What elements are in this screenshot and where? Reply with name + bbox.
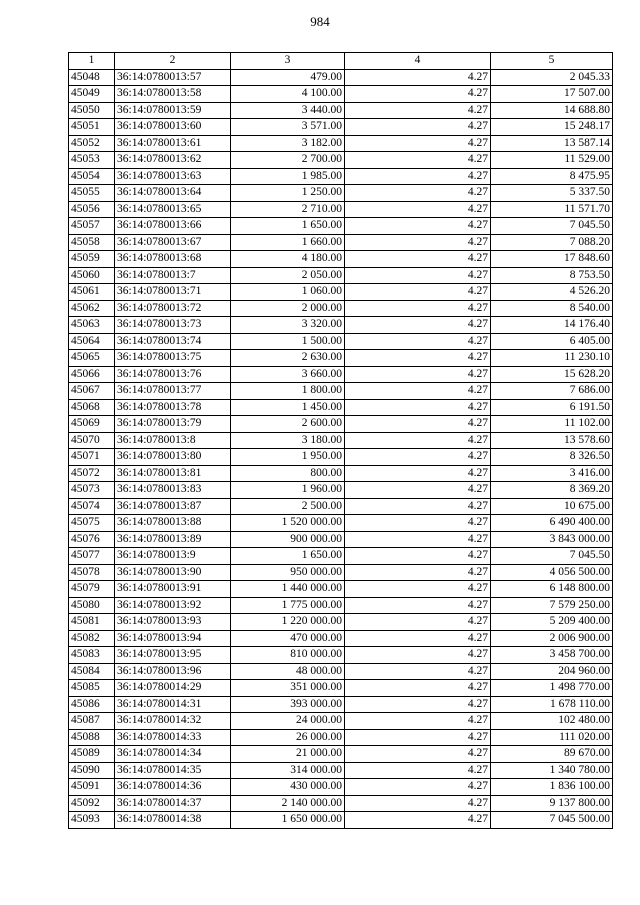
- area-value: 21 000.00: [231, 746, 345, 763]
- rate-value: 4.27: [345, 564, 491, 581]
- area-value: 810 000.00: [231, 647, 345, 664]
- table-row: [69, 564, 613, 581]
- total-value: 6 490 400.00: [491, 515, 613, 532]
- total-value: 6 148 800.00: [491, 581, 613, 598]
- table-row: [69, 548, 613, 565]
- total-value: 9 137 800.00: [491, 795, 613, 812]
- table-row: [69, 366, 613, 383]
- rate-value: 4.27: [345, 267, 491, 284]
- table-row: [69, 449, 613, 466]
- area-value: 1 450.00: [231, 399, 345, 416]
- row-number: 45063: [69, 317, 115, 334]
- total-value: 6 405.00: [491, 333, 613, 350]
- table-row: [69, 152, 613, 169]
- cadastral-number: 36:14:0780013:87: [115, 498, 231, 515]
- total-value: 3 458 700.00: [491, 647, 613, 664]
- table-row: [69, 267, 613, 284]
- total-value: 7 045.50: [491, 548, 613, 565]
- table-row: [69, 432, 613, 449]
- row-number: 45087: [69, 713, 115, 730]
- table-row: [69, 779, 613, 796]
- rate-value: 4.27: [345, 317, 491, 334]
- total-value: 1 498 770.00: [491, 680, 613, 697]
- row-number: 45055: [69, 185, 115, 202]
- total-value: 17 848.60: [491, 251, 613, 268]
- rate-value: 4.27: [345, 482, 491, 499]
- row-number: 45064: [69, 333, 115, 350]
- total-value: 4 056 500.00: [491, 564, 613, 581]
- row-number: 45048: [69, 69, 115, 86]
- cadastral-number: 36:14:0780013:71: [115, 284, 231, 301]
- area-value: 900 000.00: [231, 531, 345, 548]
- cadastral-number: 36:14:0780013:78: [115, 399, 231, 416]
- cadastral-number: 36:14:0780013:75: [115, 350, 231, 367]
- rate-value: 4.27: [345, 515, 491, 532]
- cadastral-number: 36:14:0780014:34: [115, 746, 231, 763]
- rate-value: 4.27: [345, 350, 491, 367]
- row-number: 45085: [69, 680, 115, 697]
- area-value: 2 700.00: [231, 152, 345, 169]
- area-value: 1 950.00: [231, 449, 345, 466]
- total-value: 10 675.00: [491, 498, 613, 515]
- table-row: [69, 201, 613, 218]
- table-row: [69, 135, 613, 152]
- cadastral-number: 36:14:0780013:89: [115, 531, 231, 548]
- row-number: 45073: [69, 482, 115, 499]
- cadastral-number: 36:14:0780013:96: [115, 663, 231, 680]
- table-row: [69, 284, 613, 301]
- total-value: 13 578.60: [491, 432, 613, 449]
- rate-value: 4.27: [345, 102, 491, 119]
- cadastral-number: 36:14:0780014:32: [115, 713, 231, 730]
- row-number: 45091: [69, 779, 115, 796]
- area-value: 479.00: [231, 69, 345, 86]
- table-row: [69, 383, 613, 400]
- total-value: 3 416.00: [491, 465, 613, 482]
- total-value: 8 753.50: [491, 267, 613, 284]
- area-value: 2 600.00: [231, 416, 345, 433]
- total-value: 11 571.70: [491, 201, 613, 218]
- table-row: [69, 680, 613, 697]
- cadastral-number: 36:14:0780013:63: [115, 168, 231, 185]
- rate-value: 4.27: [345, 135, 491, 152]
- area-value: 3 182.00: [231, 135, 345, 152]
- cadastral-number: 36:14:0780013:7: [115, 267, 231, 284]
- rate-value: 4.27: [345, 168, 491, 185]
- table-row: [69, 317, 613, 334]
- rate-value: 4.27: [345, 597, 491, 614]
- area-value: 3 571.00: [231, 119, 345, 136]
- table-body: [69, 69, 613, 828]
- total-value: 4 526.20: [491, 284, 613, 301]
- rate-value: 4.27: [345, 581, 491, 598]
- cadastral-number: 36:14:0780014:36: [115, 779, 231, 796]
- column-header-5: 5: [491, 53, 613, 70]
- total-value: 8 540.00: [491, 300, 613, 317]
- cadastral-number: 36:14:0780013:79: [115, 416, 231, 433]
- row-number: 45083: [69, 647, 115, 664]
- total-value: 14 176.40: [491, 317, 613, 334]
- rate-value: 4.27: [345, 399, 491, 416]
- area-value: 24 000.00: [231, 713, 345, 730]
- cadastral-number: 36:14:0780014:29: [115, 680, 231, 697]
- row-number: 45056: [69, 201, 115, 218]
- rate-value: 4.27: [345, 729, 491, 746]
- column-header-2: 2: [115, 53, 231, 70]
- row-number: 45078: [69, 564, 115, 581]
- area-value: 1 440 000.00: [231, 581, 345, 598]
- total-value: 89 670.00: [491, 746, 613, 763]
- cadastral-number: 36:14:0780013:80: [115, 449, 231, 466]
- total-value: 102 480.00: [491, 713, 613, 730]
- row-number: 45052: [69, 135, 115, 152]
- rate-value: 4.27: [345, 680, 491, 697]
- area-value: 1 775 000.00: [231, 597, 345, 614]
- rate-value: 4.27: [345, 152, 491, 169]
- area-value: 2 000.00: [231, 300, 345, 317]
- table-row: [69, 713, 613, 730]
- rate-value: 4.27: [345, 647, 491, 664]
- table-row: [69, 416, 613, 433]
- table-row: [69, 663, 613, 680]
- row-number: 45072: [69, 465, 115, 482]
- total-value: 11 230.10: [491, 350, 613, 367]
- rate-value: 4.27: [345, 548, 491, 565]
- cadastral-number: 36:14:0780013:92: [115, 597, 231, 614]
- row-number: 45093: [69, 812, 115, 829]
- rate-value: 4.27: [345, 234, 491, 251]
- total-value: 1 836 100.00: [491, 779, 613, 796]
- area-value: 1 985.00: [231, 168, 345, 185]
- cadastral-number: 36:14:0780013:81: [115, 465, 231, 482]
- row-number: 45075: [69, 515, 115, 532]
- cadastral-number: 36:14:0780013:61: [115, 135, 231, 152]
- total-value: 2 045.33: [491, 69, 613, 86]
- area-value: 2 710.00: [231, 201, 345, 218]
- area-value: 1 650 000.00: [231, 812, 345, 829]
- total-value: 8 326.50: [491, 449, 613, 466]
- row-number: 45071: [69, 449, 115, 466]
- rate-value: 4.27: [345, 201, 491, 218]
- rate-value: 4.27: [345, 366, 491, 383]
- row-number: 45092: [69, 795, 115, 812]
- cadastral-number: 36:14:0780013:77: [115, 383, 231, 400]
- table-row: [69, 168, 613, 185]
- total-value: 111 020.00: [491, 729, 613, 746]
- table-row: [69, 647, 613, 664]
- rate-value: 4.27: [345, 465, 491, 482]
- row-number: 45059: [69, 251, 115, 268]
- row-number: 45057: [69, 218, 115, 235]
- cadastral-number: 36:14:0780013:74: [115, 333, 231, 350]
- total-value: 11 529.00: [491, 152, 613, 169]
- table-row: [69, 119, 613, 136]
- row-number: 45082: [69, 630, 115, 647]
- cadastral-number: 36:14:0780013:59: [115, 102, 231, 119]
- rate-value: 4.27: [345, 614, 491, 631]
- area-value: 1 520 000.00: [231, 515, 345, 532]
- row-number: 45090: [69, 762, 115, 779]
- area-value: 4 180.00: [231, 251, 345, 268]
- cadastral-number: 36:14:0780014:38: [115, 812, 231, 829]
- row-number: 45077: [69, 548, 115, 565]
- area-value: 470 000.00: [231, 630, 345, 647]
- table-row: [69, 498, 613, 515]
- area-value: 1 500.00: [231, 333, 345, 350]
- table-row: [69, 185, 613, 202]
- row-number: 45086: [69, 696, 115, 713]
- cadastral-number: 36:14:0780013:94: [115, 630, 231, 647]
- table-header: [69, 53, 613, 70]
- cadastral-number: 36:14:0780013:83: [115, 482, 231, 499]
- row-number: 45051: [69, 119, 115, 136]
- area-value: 1 960.00: [231, 482, 345, 499]
- table-row: [69, 234, 613, 251]
- area-value: 1 800.00: [231, 383, 345, 400]
- total-value: 7 088.20: [491, 234, 613, 251]
- table-row: [69, 515, 613, 532]
- rate-value: 4.27: [345, 86, 491, 103]
- row-number: 45066: [69, 366, 115, 383]
- total-value: 11 102.00: [491, 416, 613, 433]
- cadastral-number: 36:14:0780013:9: [115, 548, 231, 565]
- total-value: 8 369.20: [491, 482, 613, 499]
- cadastral-number: 36:14:0780013:65: [115, 201, 231, 218]
- area-value: 1 650.00: [231, 548, 345, 565]
- table-row: [69, 746, 613, 763]
- table-row: [69, 581, 613, 598]
- rate-value: 4.27: [345, 218, 491, 235]
- area-value: 3 660.00: [231, 366, 345, 383]
- table-row: [69, 69, 613, 86]
- cadastral-number: 36:14:0780014:33: [115, 729, 231, 746]
- area-value: 2 140 000.00: [231, 795, 345, 812]
- row-number: 45081: [69, 614, 115, 631]
- area-value: 2 500.00: [231, 498, 345, 515]
- row-number: 45054: [69, 168, 115, 185]
- rate-value: 4.27: [345, 663, 491, 680]
- rate-value: 4.27: [345, 498, 491, 515]
- column-header-3: 3: [231, 53, 345, 70]
- table-row: [69, 86, 613, 103]
- table-row: [69, 597, 613, 614]
- total-value: 15 248.17: [491, 119, 613, 136]
- data-table: [68, 52, 613, 829]
- area-value: 26 000.00: [231, 729, 345, 746]
- cadastral-number: 36:14:0780013:91: [115, 581, 231, 598]
- row-number: 45049: [69, 86, 115, 103]
- rate-value: 4.27: [345, 432, 491, 449]
- cadastral-number: 36:14:0780014:31: [115, 696, 231, 713]
- table-row: [69, 531, 613, 548]
- area-value: 1 650.00: [231, 218, 345, 235]
- column-header-4: 4: [345, 53, 491, 70]
- cadastral-number: 36:14:0780013:93: [115, 614, 231, 631]
- total-value: 14 688.80: [491, 102, 613, 119]
- area-value: 3 440.00: [231, 102, 345, 119]
- table-row: [69, 218, 613, 235]
- rate-value: 4.27: [345, 416, 491, 433]
- area-value: 2 050.00: [231, 267, 345, 284]
- total-value: 5 337.50: [491, 185, 613, 202]
- header-row: [69, 53, 613, 70]
- cadastral-number: 36:14:0780013:72: [115, 300, 231, 317]
- cadastral-number: 36:14:0780013:67: [115, 234, 231, 251]
- rate-value: 4.27: [345, 284, 491, 301]
- cadastral-number: 36:14:0780013:90: [115, 564, 231, 581]
- row-number: 45060: [69, 267, 115, 284]
- cadastral-number: 36:14:0780013:62: [115, 152, 231, 169]
- row-number: 45065: [69, 350, 115, 367]
- row-number: 45068: [69, 399, 115, 416]
- row-number: 45076: [69, 531, 115, 548]
- rate-value: 4.27: [345, 300, 491, 317]
- total-value: 7 686.00: [491, 383, 613, 400]
- row-number: 45084: [69, 663, 115, 680]
- row-number: 45080: [69, 597, 115, 614]
- row-number: 45062: [69, 300, 115, 317]
- column-header-1: 1: [69, 53, 115, 70]
- table-row: [69, 762, 613, 779]
- area-value: 48 000.00: [231, 663, 345, 680]
- cadastral-number: 36:14:0780013:95: [115, 647, 231, 664]
- cadastral-number: 36:14:0780013:57: [115, 69, 231, 86]
- table-row: [69, 696, 613, 713]
- rate-value: 4.27: [345, 762, 491, 779]
- area-value: 314 000.00: [231, 762, 345, 779]
- area-value: 393 000.00: [231, 696, 345, 713]
- total-value: 5 209 400.00: [491, 614, 613, 631]
- row-number: 45070: [69, 432, 115, 449]
- area-value: 2 630.00: [231, 350, 345, 367]
- row-number: 45079: [69, 581, 115, 598]
- row-number: 45067: [69, 383, 115, 400]
- total-value: 2 006 900.00: [491, 630, 613, 647]
- table-row: [69, 614, 613, 631]
- cadastral-number: 36:14:0780013:68: [115, 251, 231, 268]
- total-value: 8 475.95: [491, 168, 613, 185]
- rate-value: 4.27: [345, 531, 491, 548]
- rate-value: 4.27: [345, 185, 491, 202]
- rate-value: 4.27: [345, 812, 491, 829]
- total-value: 15 628.20: [491, 366, 613, 383]
- area-value: 1 660.00: [231, 234, 345, 251]
- cadastral-number: 36:14:0780014:35: [115, 762, 231, 779]
- rate-value: 4.27: [345, 746, 491, 763]
- total-value: 6 191.50: [491, 399, 613, 416]
- rate-value: 4.27: [345, 383, 491, 400]
- area-value: 351 000.00: [231, 680, 345, 697]
- cadastral-number: 36:14:0780013:60: [115, 119, 231, 136]
- table-row: [69, 251, 613, 268]
- rate-value: 4.27: [345, 449, 491, 466]
- row-number: 45074: [69, 498, 115, 515]
- table-row: [69, 333, 613, 350]
- total-value: 1 678 110.00: [491, 696, 613, 713]
- table-row: [69, 812, 613, 829]
- rate-value: 4.27: [345, 713, 491, 730]
- table-row: [69, 399, 613, 416]
- page-number: 984: [310, 14, 330, 29]
- rate-value: 4.27: [345, 795, 491, 812]
- cadastral-number: 36:14:0780013:58: [115, 86, 231, 103]
- cadastral-number: 36:14:0780013:88: [115, 515, 231, 532]
- rate-value: 4.27: [345, 630, 491, 647]
- row-number: 45061: [69, 284, 115, 301]
- row-number: 45053: [69, 152, 115, 169]
- rate-value: 4.27: [345, 779, 491, 796]
- row-number: 45089: [69, 746, 115, 763]
- total-value: 204 960.00: [491, 663, 613, 680]
- table-row: [69, 482, 613, 499]
- area-value: 950 000.00: [231, 564, 345, 581]
- area-value: 430 000.00: [231, 779, 345, 796]
- cadastral-number: 36:14:0780013:73: [115, 317, 231, 334]
- total-value: 7 579 250.00: [491, 597, 613, 614]
- table-row: [69, 300, 613, 317]
- area-value: 3 320.00: [231, 317, 345, 334]
- total-value: 7 045.50: [491, 218, 613, 235]
- rate-value: 4.27: [345, 251, 491, 268]
- area-value: 1 220 000.00: [231, 614, 345, 631]
- total-value: 1 340 780.00: [491, 762, 613, 779]
- table-row: [69, 729, 613, 746]
- rate-value: 4.27: [345, 333, 491, 350]
- total-value: 3 843 000.00: [491, 531, 613, 548]
- row-number: 45050: [69, 102, 115, 119]
- table-row: [69, 630, 613, 647]
- row-number: 45069: [69, 416, 115, 433]
- total-value: 13 587.14: [491, 135, 613, 152]
- cadastral-number: 36:14:0780013:8: [115, 432, 231, 449]
- row-number: 45088: [69, 729, 115, 746]
- cadastral-number: 36:14:0780014:37: [115, 795, 231, 812]
- cadastral-number: 36:14:0780013:66: [115, 218, 231, 235]
- area-value: 800.00: [231, 465, 345, 482]
- total-value: 17 507.00: [491, 86, 613, 103]
- table-row: [69, 465, 613, 482]
- area-value: 1 250.00: [231, 185, 345, 202]
- table-row: [69, 102, 613, 119]
- rate-value: 4.27: [345, 69, 491, 86]
- area-value: 3 180.00: [231, 432, 345, 449]
- rate-value: 4.27: [345, 119, 491, 136]
- area-value: 1 060.00: [231, 284, 345, 301]
- rate-value: 4.27: [345, 696, 491, 713]
- table-row: [69, 795, 613, 812]
- cadastral-number: 36:14:0780013:76: [115, 366, 231, 383]
- table-row: [69, 350, 613, 367]
- total-value: 7 045 500.00: [491, 812, 613, 829]
- area-value: 4 100.00: [231, 86, 345, 103]
- row-number: 45058: [69, 234, 115, 251]
- cadastral-number: 36:14:0780013:64: [115, 185, 231, 202]
